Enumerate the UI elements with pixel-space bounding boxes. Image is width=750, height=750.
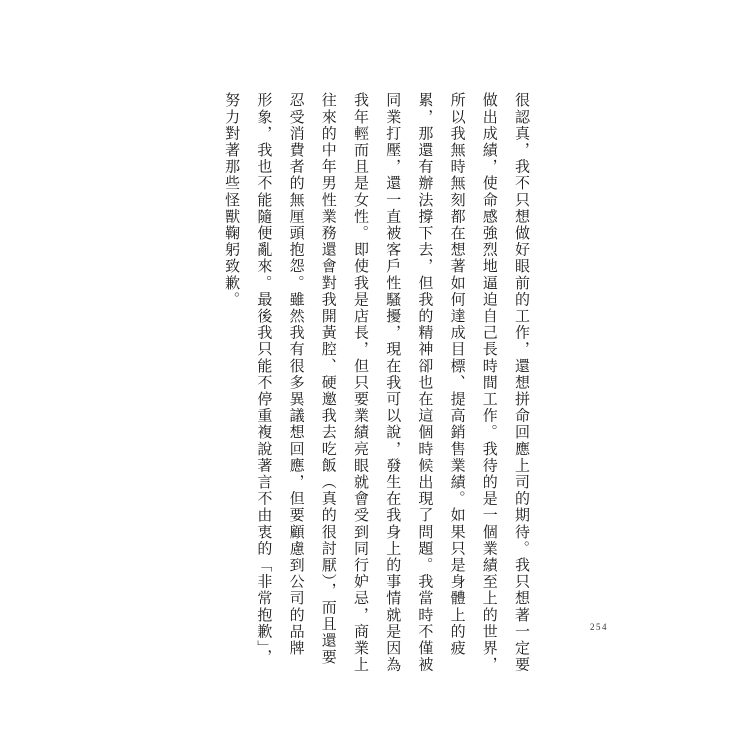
- text-line: 所以我無時無刻都在想著如何達成目標、提高銷售業績。如果只是身體上的疲: [448, 92, 467, 657]
- text-line: 做出成績，使命感強烈地逼迫自己長時間工作。我待的是一個業績至上的世界，: [480, 92, 499, 673]
- text-line: 忍受消費者的無厘頭抱怨。雖然我有很多異議想回應，但要顧慮到公司的品牌: [287, 92, 306, 657]
- text-line: 努力對著那些怪獸鞠躬致歉。: [223, 92, 242, 308]
- text-line: 累，那還有辦法撐下去，但我的精神卻也在這個時候出現了問題。我當時不僅被: [416, 92, 435, 673]
- text-line: 同業打壓，還一直被客戶性騷擾，現在我可以說，發生在我身上的事情就是因為: [384, 92, 403, 673]
- body-text: [216, 92, 538, 673]
- page-number: 254: [590, 622, 608, 632]
- text-line: 形象，我也不能隨便亂來。最後我只能不停重複說著言不由衷的「非常抱歉」，: [255, 92, 274, 666]
- text-line: 很認真，我不只想做好眼前的工作，還想拼命回應上司的期待。我只想著一定要: [513, 92, 531, 673]
- text-line: 我年輕而且是女性。即使我是店長，但只要業績亮眼就會受到同行妒忌，商業上: [351, 92, 370, 673]
- text-line: 往來的中年男性業務還會對我開黃腔、硬邀我去吃飯（真的很討厭），而且還要: [319, 92, 338, 666]
